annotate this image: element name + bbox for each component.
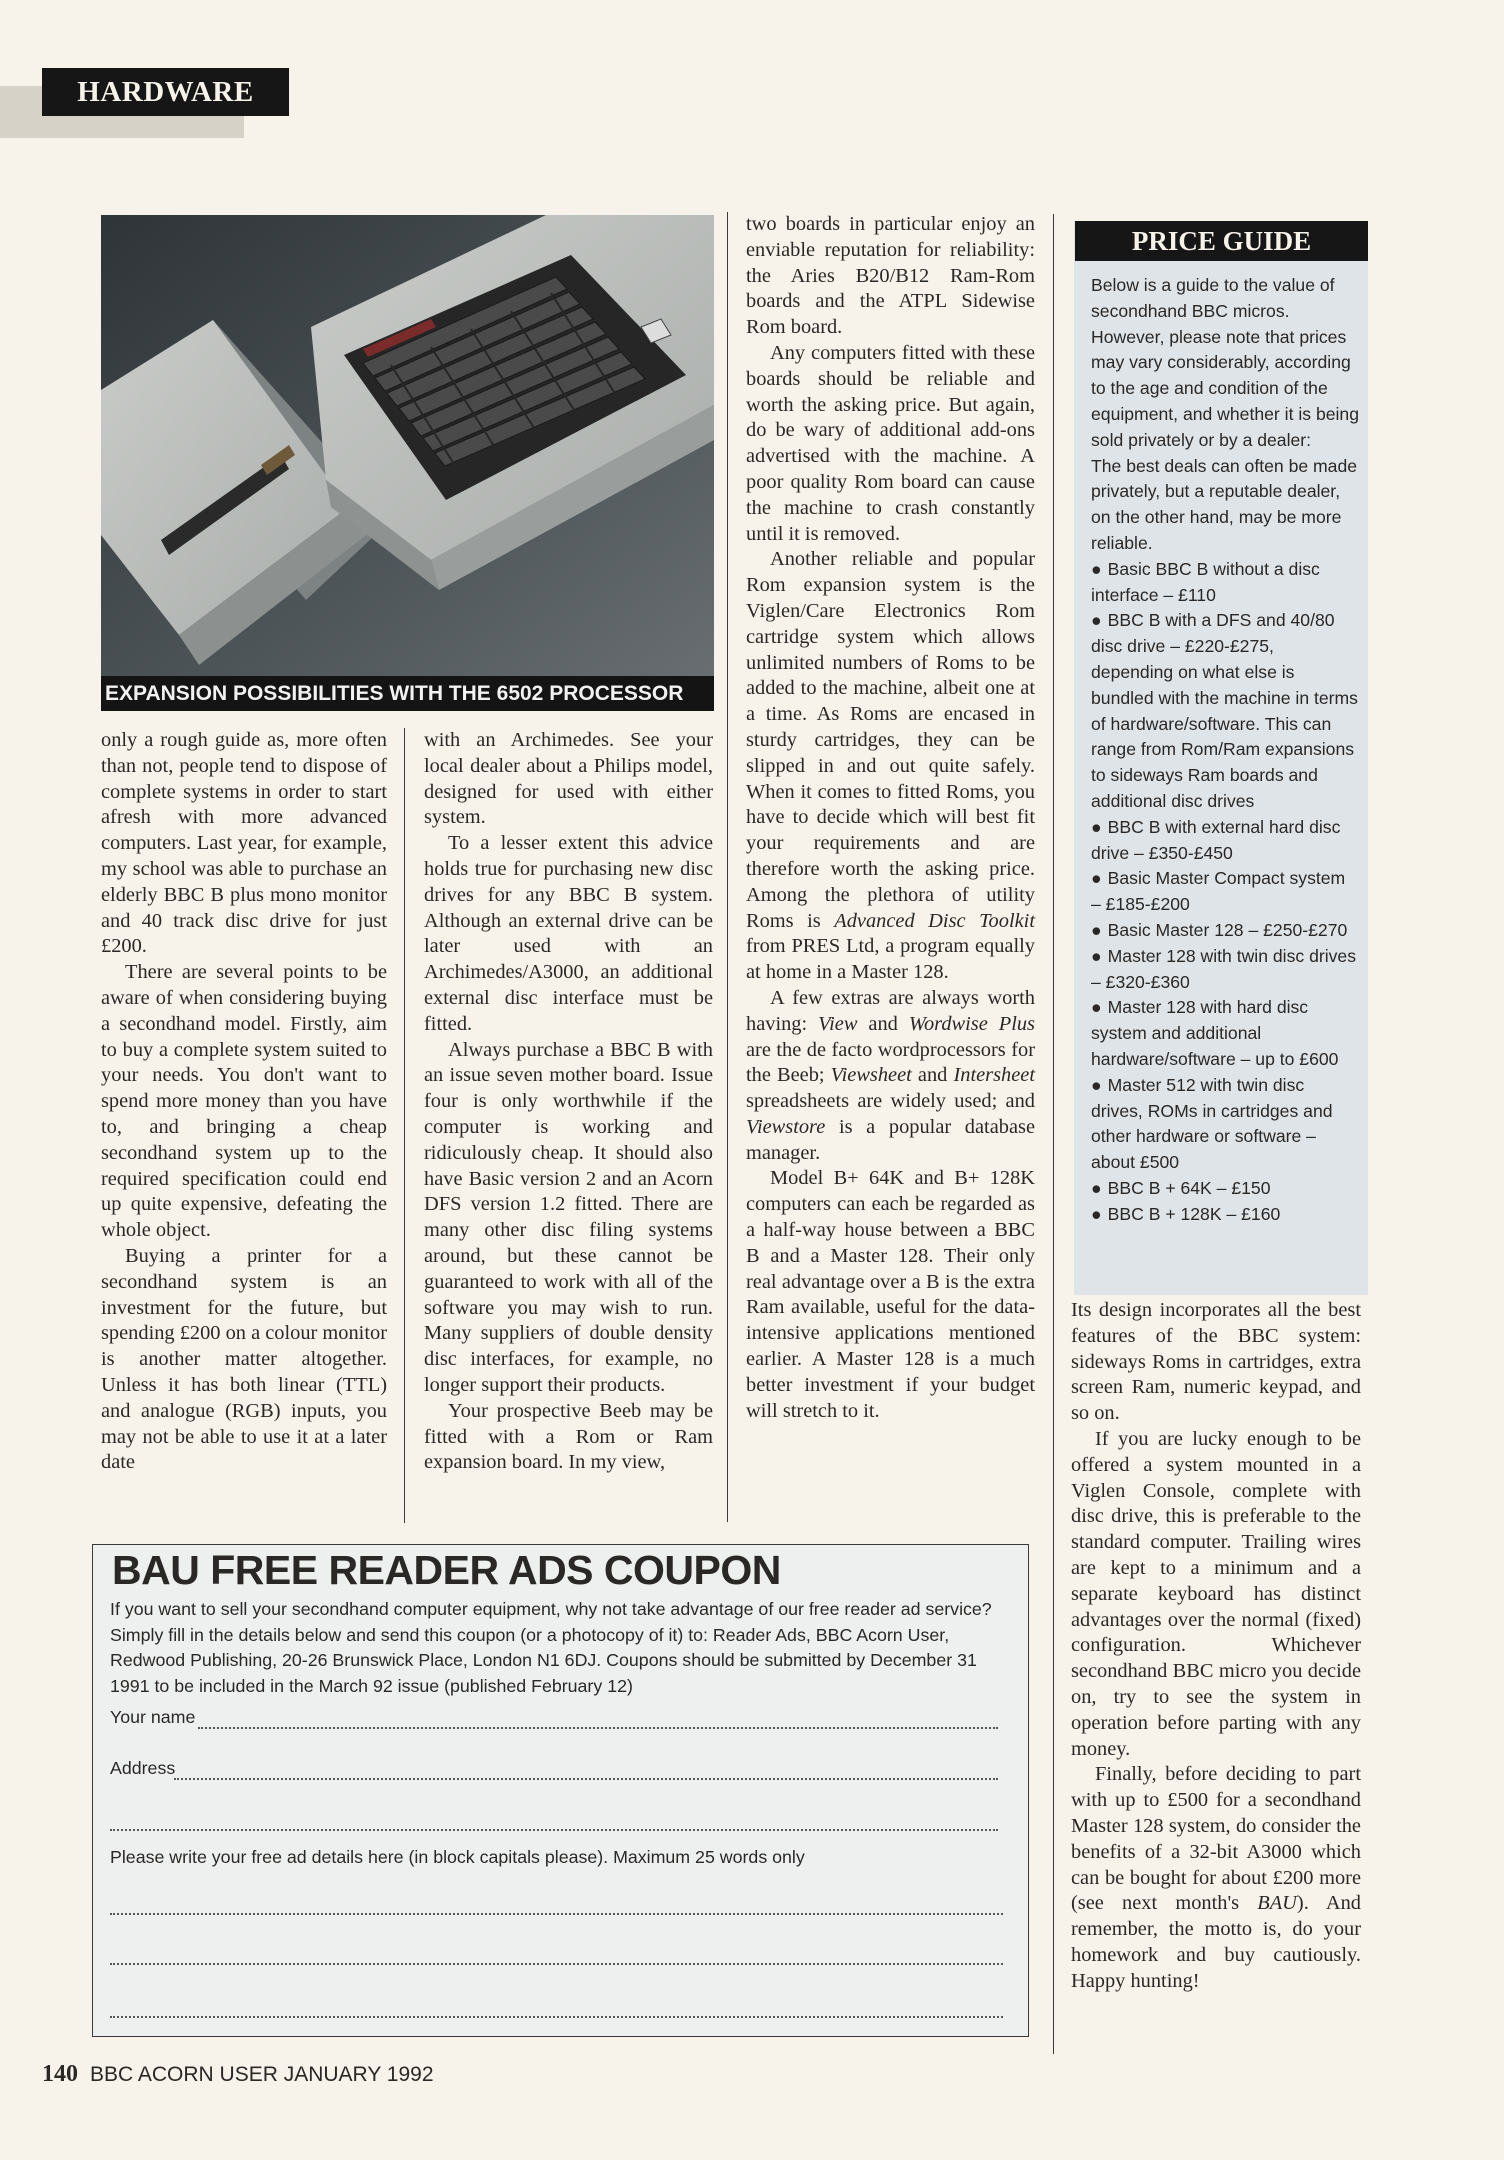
ad-fill-line-3[interactable] [110,2016,1003,2018]
name-fill-line [198,1727,998,1729]
coupon-name-field[interactable] [110,1705,1004,1729]
text-run: Another reliable and popular Rom expansion system is the Viglen/Care Electronics Rom cartridge system which allows unlimited numbers of Roms to be added to the machine, albeit one at a time. As Roms are encased in sturdy cartridges, they can be slipped in and out quite safely. When it comes to fitted Roms, you have to decide which will best fit your requirements and are therefore worth the asking price. Among the plethora of utility Roms is [746,548,1035,932]
price-item: ● Master 128 with hard disc system and additional hardware/software – up to £600 [1091,995,1359,1072]
product-title: Viewstore [746,1115,826,1138]
price-guide-note: The best deals can often be made privately, but a reputable dealer, on the other hand, may be more reliable. [1091,455,1358,553]
paragraph: Any computers fitted with these boards should be reliable and worth the asking price. But again, do be wary of additional add-ons advertised with the machine. A poor quality Rom board can cause the machine to crash constantly until it is removed. [746,341,1035,545]
bbc-micro-photo-illustration [101,215,714,711]
coupon-title: BAU FREE READER ADS COUPON [112,1547,781,1593]
price-item: ● Master 512 with twin disc drives, ROMs in cartridges and other hardware or software – about £500 [1091,1073,1359,1176]
photo-caption: EXPANSION POSSIBILITIES WITH THE 6502 PROCESSOR [101,676,714,711]
publication-line: BBC ACORN USER JANUARY 1992 [90,2063,434,2086]
price-item: ● Master 128 with twin disc drives – £320-£360 [1091,944,1359,996]
product-title: Advanced Disc Toolkit [834,909,1035,932]
price-item: ● Basic BBC B without a disc interface – £110 [1091,557,1359,609]
text-run: and [857,1012,909,1035]
price-item: ● BBC B + 64K – £150 [1091,1176,1359,1202]
coupon-name-label: Your name [110,1707,196,1727]
text-run: ). And remember, the motto is, do your homework and buy cautiously. Happy hunting! [1071,1892,1361,1992]
page-number: 140 [42,2061,78,2087]
magazine-abbrev: BAU [1257,1892,1297,1915]
article-column-4 [1071,1298,1361,1995]
page-footer [42,2061,434,2088]
paragraph: If you are lucky enough to be offered a system mounted in a Viglen Console, complete with disc drive, this is preferable to the standard computer. Trailing wires are kept to a minimum and a separate keyboard has distinct advantages over the normal (fixed) configuration. Whichever secondhand BBC micro you decide on, try to see the system in operation before parting with any money. [1071,1427,1361,1760]
paragraph: two boards in particular enjoy an enviable reputation for reliability: the Aries B20/B12 Ram-Rom boards and the ATPL Sidewise Rom board. [746,213,1035,339]
text-run: A few extras are always worth having: [746,986,1035,1035]
text-run: is a popular database manager. [746,1115,1035,1164]
column-rule [1053,214,1054,2054]
price-item: ● Basic Master 128 – £250-£270 [1091,918,1359,944]
price-guide-body [1091,273,1359,1227]
column-rule [404,728,405,1523]
text-run: from PRES Ltd, a program equally at home in a Master 128. [746,935,1035,984]
text-run: are the de facto wordprocessors for the Beeb; [746,1038,1035,1087]
paragraph [1071,1762,1361,1994]
coupon-address-label: Address [110,1758,176,1778]
price-list [1091,557,1359,1228]
paragraph: There are several points to be aware of when considering buying a secondhand model. Firstly, aim to buy a complete system suited to your needs. You don't want to spend more money than you have to, and bringing a cheap secondhand system up to the required specification could end up quite expensive, defeating the whole object. [101,961,387,1242]
section-tag: HARDWARE [42,68,289,116]
coupon-address-field[interactable] [110,1756,1004,1780]
article-column-2 [424,728,713,1476]
address-fill-line [174,1778,998,1780]
paragraph: with an Archimedes. See your local dealer about a Philips model, designed for used with either system. [424,729,713,829]
price-item: ● BBC B with external hard disc drive – £350-£450 [1091,815,1359,867]
paragraph: Buying a printer for a secondhand system is an investment for the future, but spending £200 on a colour monitor is another matter altogether. Unless it has both linear (TTL) and analogue (RGB) inputs, you may not be able to use it at a later date [101,1244,387,1474]
product-title: View [818,1012,858,1035]
price-item: ● BBC B with a DFS and 40/80 disc drive – £220-£275, depending on what else is bundled with the machine in terms of hardware/software. This can range from Rom/Ram expansions to sideways Ram boards and additional disc drives [1091,608,1359,814]
paragraph: Your prospective Beeb may be fitted with a Rom or Ram expansion board. In my view, [424,1399,713,1474]
ad-fill-line-1[interactable] [110,1913,1003,1915]
ad-fill-line-2[interactable] [110,1963,1003,1965]
paragraph: Always purchase a BBC B with an issue seven mother board. Issue four is only worthwhile if the computer is working and ridiculously cheap. It should also have Basic version 2 and an Acorn DFS version 1.2 fitted. There are many other disc filing systems around, but these cannot be guaranteed to work with all of the software you may wish to run. Many suppliers of double density disc interfaces, for example, no longer support their products. [424,1038,713,1396]
paragraph [746,986,1035,1167]
column-rule [727,212,728,1522]
product-title: Intersheet [953,1064,1036,1087]
price-guide-title: PRICE GUIDE [1075,221,1368,261]
address-fill-line-2[interactable] [110,1829,998,1831]
paragraph: Model B+ 64K and B+ 128K computers can each be regarded as a half-way house between a BBC B and a Master 128. Their only real advantage over a B is the extra Ram available, useful for the data-intensive applications mentioned earlier. A Master 128 is a much better investment if your budget will stretch to it. [746,1167,1035,1422]
price-item: ● Basic Master Compact system – £185-£200 [1091,866,1359,918]
product-title: Viewsheet [830,1064,912,1087]
paragraph: To a lesser extent this advice holds true for purchasing new disc drives for any BBC B system. Although an external drive can be later used with an Archimedes/A3000, an additional external disc interface must be fitted. [424,832,713,1035]
paragraph: only a rough guide as, more often than not, people tend to dispose of complete systems in order to start afresh with more advanced computers. Last year, for example, my school was able to purchase an elderly BBC B plus mono monitor and 40 track disc drive for just £200. [101,729,387,958]
paragraph: Its design incorporates all the best features of the BBC system: sideways Roms in cartridges, extra screen Ram, numeric keypad, and so on. [1071,1299,1361,1425]
price-guide-intro: Below is a guide to the value of secondhand BBC micros. However, please note that prices may vary considerably, according to the age and condition of the equipment, and whether it is being sold privately or by a dealer: [1091,275,1359,450]
product-title: Wordwise Plus [908,1012,1035,1035]
article-column-1 [101,728,387,1476]
paragraph [746,547,1035,986]
coupon-ad-label: Please write your free ad details here (in block capitals please). Maximum 25 words only [110,1847,805,1867]
article-column-3 [746,212,1035,1424]
price-item: ● BBC B + 128K – £160 [1091,1202,1359,1228]
coupon-ad-details-field [110,1845,1004,1869]
article-photo [101,215,714,711]
text-run: Finally, before deciding to part with up to £500 for a secondhand Master 128 system, do consider the benefits of a 32-bit A3000 which can be bought for about £200 more (see next month's [1071,1763,1361,1915]
text-run: and [911,1064,954,1087]
coupon-intro: If you want to sell your secondhand computer equipment, why not take advantage of our free reader ad service? Simply fill in the details below and send this coupon (or a photocopy of it) to: Reader Ads, BBC Acorn User, Redwood Publishing, 20-26 Brunswick Place, London N1 6DJ. Coupons should be submitted by December 31 1991 to be included in the March 92 issue (published February 12) [110,1599,992,1696]
text-run: spreadsheets are widely used; and [746,1090,1035,1113]
